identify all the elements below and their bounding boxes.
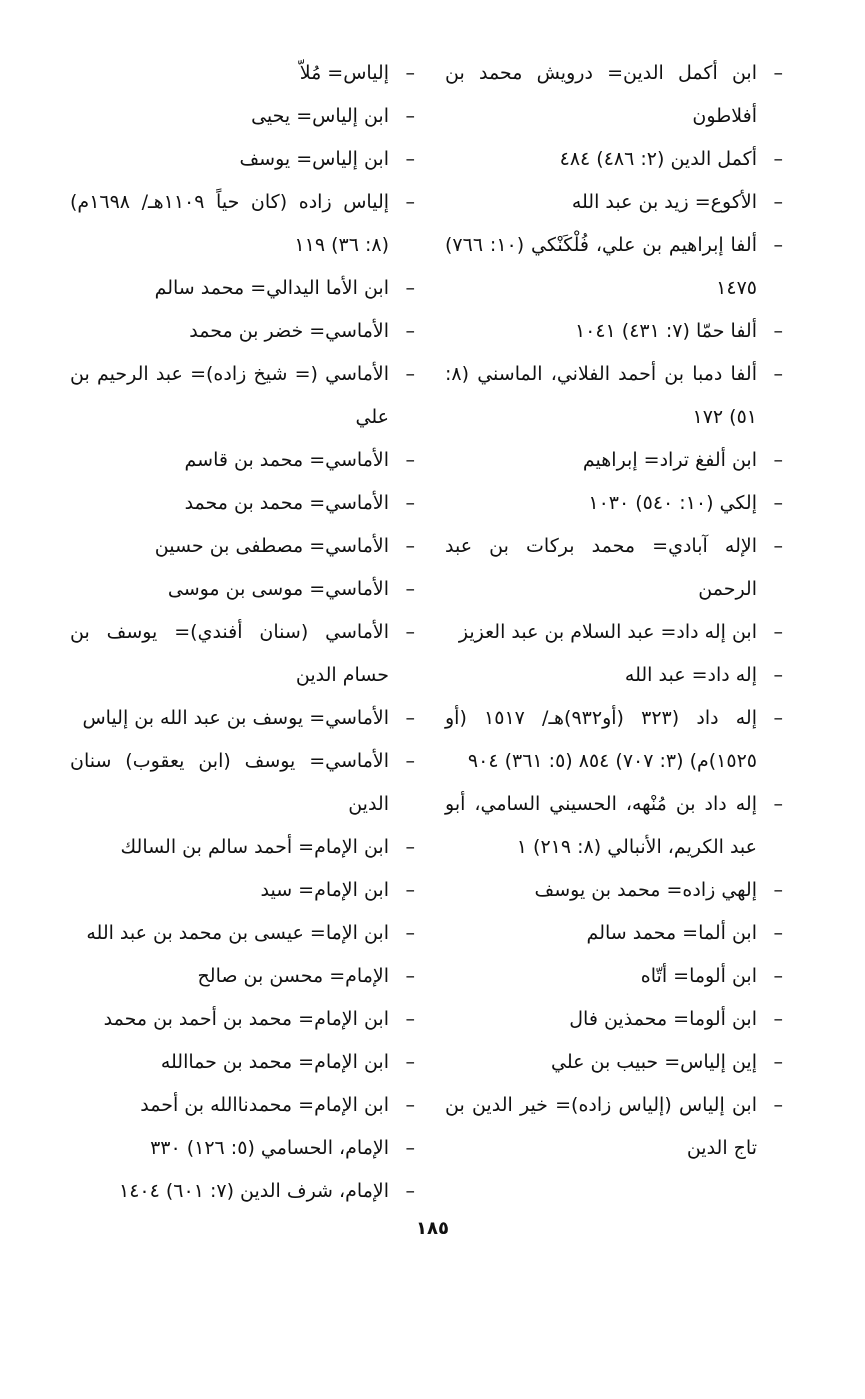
index-entry [445,310,783,353]
index-entry [70,138,415,181]
entry-text: الأماسي (سنان أفندي)= يوسف بن حسام الدين [70,621,389,686]
index-entry [445,138,783,181]
index-entry [70,267,415,310]
entry-text: إين إلياس= حبيب بن علي [551,1051,757,1073]
index-entry [445,611,783,654]
entry-dash: – [773,234,783,256]
entry-text: إلهي زاده= محمد بن يوسف [534,879,757,901]
entry-text: إله داد (٣٢٣ (أو٩٣٢)هـ/ ١٥١٧ (أو ١٥٢٥)م) (٣: ٧٠٧) ٨٥٤ (٥: ٣٦١) ٩٠٤ [445,707,757,772]
index-entry [70,1127,415,1170]
entry-text: الأماسي (= شيخ زاده)= عبد الرحيم بن علي [70,363,389,428]
entry-text: ابن الأما اليدالي= محمد سالم [154,277,389,299]
index-entry [445,1041,783,1084]
index-entry [70,568,415,611]
entry-dash: – [405,922,415,944]
entry-text: الإمام، الحسامي (٥: ١٢٦) ٣٣٠ [150,1137,389,1159]
entry-dash: – [773,793,783,815]
entry-dash: – [405,277,415,299]
entry-text: أكمل الدين (٢: ٤٨٦) ٤٨٤ [559,148,757,170]
index-entry [70,611,415,697]
entry-dash: – [773,1094,783,1116]
index-entry [445,224,783,310]
entry-dash: – [405,836,415,858]
entry-text: الإمام= محسن بن صالح [197,965,389,987]
entry-text: ألفا إبراهيم بن علي، فُلْكَنْكي (١٠: ٧٦٦) ١٤٧٥ [445,234,757,299]
entry-text: الأماسي= يوسف (ابن يعقوب) سنان الدين [70,750,389,815]
index-column-right [445,52,783,1170]
entry-text: ابن إله داد= عبد السلام بن عبد العزيز [458,621,757,643]
entry-dash: – [405,1137,415,1159]
index-entry [445,1084,783,1170]
entry-dash: – [405,750,415,772]
index-entry [70,740,415,826]
entry-text: ابن ألوما= محمذين فال [569,1008,757,1030]
entry-text: ابن الإما= عيسى بن محمد بن عبد الله [86,922,389,944]
index-entry [70,1084,415,1127]
index-entry [445,181,783,224]
index-entry [70,697,415,740]
entry-text: الأماسي= موسى بن موسى [167,578,389,600]
index-entry [445,869,783,912]
entry-dash: – [773,1051,783,1073]
entry-text: إله داد= عبد الله [624,664,757,686]
entry-text: الأماسي= يوسف بن عبد الله بن إلياس [82,707,389,729]
entry-text: ابن الإمام= محمد بن حماالله [160,1051,389,1073]
entry-dash: – [773,664,783,686]
index-entry [70,826,415,869]
entry-text: ألفا حمّا (٧: ٤٣١) ١٠٤١ [574,320,757,342]
entry-dash: – [773,148,783,170]
entry-text: ابن إلياس (إلياس زاده)= خير الدين بن تاج الدين [445,1094,757,1159]
entry-dash: – [405,578,415,600]
entry-dash: – [405,535,415,557]
entry-dash: – [773,363,783,385]
entry-dash: – [405,1094,415,1116]
index-entry [70,482,415,525]
entry-text: ابن إلياس= يحيى [251,105,389,127]
entry-text: ابن الإمام= سيد [260,879,389,901]
entry-text: ابن إلياس= يوسف [239,148,389,170]
entry-text: الأماسي= خضر بن محمد [189,320,389,342]
entry-text: ابن ألوما= أتّاه [640,965,757,987]
entry-dash: – [773,707,783,729]
index-entry [70,998,415,1041]
index-entry [445,654,783,697]
index-column-left [70,52,415,1213]
index-entry [70,310,415,353]
entry-text: ألفا دمبا بن أحمد الفلاني، الماسني (٨: ٥١) ١٧٢ [445,363,757,428]
index-entry [445,525,783,611]
index-entry [445,912,783,955]
entry-text: الأماسي= محمد بن قاسم [184,449,389,471]
index-entry [445,482,783,525]
index-entry [445,353,783,439]
index-entry [445,439,783,482]
index-entry [445,783,783,869]
page-number: ١٨٥ [416,1218,449,1239]
entry-dash: – [405,363,415,385]
entry-dash: – [773,922,783,944]
index-entry [70,912,415,955]
entry-dash: – [773,621,783,643]
entry-dash: – [405,965,415,987]
entry-dash: – [773,492,783,514]
index-entry [70,353,415,439]
entry-text: الأماسي= مصطفى بن حسين [154,535,389,557]
entry-text: ابن ألما= محمد سالم [586,922,757,944]
index-entry [445,52,783,138]
index-entry [445,955,783,998]
entry-dash: – [405,492,415,514]
entry-text: إله داد بن مُنْهه، الحسيني السامي، أبو عبد الكريم، الأنبالي (٨: ٢١٩) ١ [445,793,757,858]
entry-dash: – [405,1051,415,1073]
entry-text: ابن ألفغ تراد= إبراهيم [582,449,757,471]
entry-dash: – [405,1008,415,1030]
entry-text: ابن الإمام= أحمد سالم بن السالك [120,836,389,858]
index-entry [70,95,415,138]
entry-text: الإله آبادي= محمد بركات بن عبد الرحمن [445,535,757,600]
index-entry [70,181,415,267]
index-entry [445,998,783,1041]
entry-text: إلياس= مُلاّ [299,62,389,84]
entry-text: الأماسي= محمد بن محمد [184,492,389,514]
entry-dash: – [773,1008,783,1030]
index-entry [70,955,415,998]
index-entry [70,1041,415,1084]
entry-text: ابن الإمام= محمدناالله بن أحمد [140,1094,389,1116]
entry-dash: – [405,191,415,213]
entry-dash: – [405,449,415,471]
entry-text: الأكوع= زيد بن عبد الله [571,191,757,213]
entry-dash: – [773,879,783,901]
entry-text: إلكي (١٠: ٥٤٠) ١٠٣٠ [588,492,757,514]
entry-text: ابن الإمام= محمد بن أحمد بن محمد [103,1008,389,1030]
entry-dash: – [405,707,415,729]
entry-dash: – [773,449,783,471]
entry-dash: – [773,965,783,987]
index-entry [70,1170,415,1213]
entry-dash: – [405,879,415,901]
entry-dash: – [773,320,783,342]
entry-dash: – [773,191,783,213]
entry-text: إلياس زاده (كان حياً ١١٠٩هـ/ ١٦٩٨م) (٨: ٣٦) ١١٩ [70,191,390,256]
entry-dash: – [405,621,415,643]
entry-dash: – [405,1180,415,1202]
entry-dash: – [405,62,415,84]
entry-dash: – [405,148,415,170]
entry-text: ابن أكمل الدين= درويش محمد بن أفلاطون [445,62,757,127]
entry-text: الإمام، شرف الدين (٧: ٦٠١) ١٤٠٤ [119,1180,389,1202]
index-entry [70,869,415,912]
entry-dash: – [405,105,415,127]
index-entry [445,697,783,783]
index-entry [70,439,415,482]
entry-dash: – [773,62,783,84]
entry-dash: – [405,320,415,342]
index-entry [70,52,415,95]
index-entry [70,525,415,568]
entry-dash: – [773,535,783,557]
